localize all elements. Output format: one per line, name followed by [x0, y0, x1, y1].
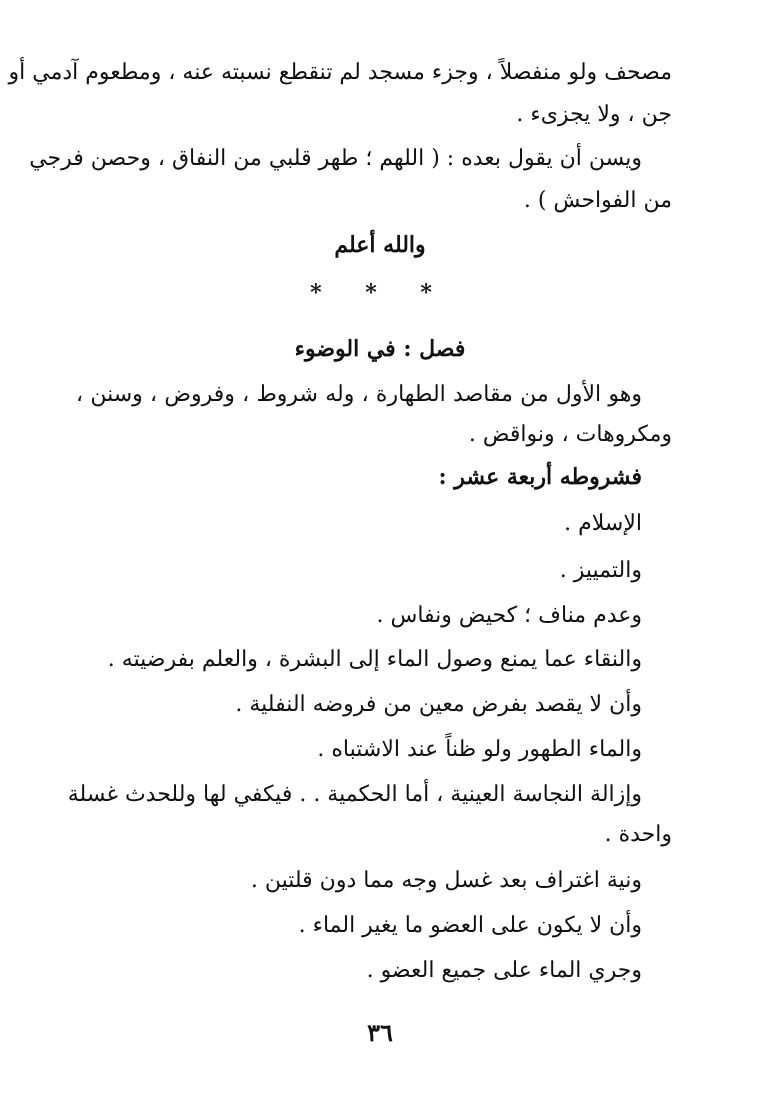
- condition-item: وأن لا يكون على العضو ما يغير الماء .: [298, 913, 642, 938]
- text-line: جن ، ولا يجزىء .: [516, 102, 672, 127]
- condition-item: الإسلام .: [564, 511, 642, 536]
- text-line: من الفواحش ) .: [523, 188, 672, 213]
- conditions-heading: فشروطه أربعة عشر :: [438, 464, 642, 490]
- text-line: وهو الأول من مقاصد الطهارة ، وله شروط ، وفروض ، وسنن ،: [76, 382, 642, 407]
- condition-item: ونية اغتراف بعد غسل وجه مما دون قلتين .: [250, 868, 642, 893]
- condition-item: والتمييز .: [559, 558, 642, 583]
- text-line: مصحف ولو منفصلاً ، وجزء مسجد لم تنقطع نسبته عنه ، ومطعوم آدمي أو: [8, 60, 672, 85]
- condition-item: وأن لا يقصد بفرض معين من فروضه النفلية .: [235, 692, 642, 717]
- text-line: ومكروهات ، ونواقض .: [468, 422, 672, 447]
- page-number: ٣٦: [367, 1018, 393, 1047]
- text-line: واحدة .: [604, 822, 672, 847]
- condition-item: وجري الماء على جميع العضو .: [366, 958, 642, 983]
- section-separator: * * *: [310, 280, 450, 306]
- condition-item: وعدم مناف ؛ كحيض ونفاس .: [376, 603, 642, 628]
- section-title: فصل : في الوضوء: [294, 336, 466, 362]
- condition-item: والماء الطهور ولو ظناً عند الاشتباه .: [317, 737, 642, 762]
- text-line: ويسن أن يقول بعده : ( اللهم ؛ طهر قلبي من النفاق ، وحصن فرجي: [29, 146, 642, 171]
- closing-phrase: والله أعلم: [334, 232, 426, 258]
- text-line: وإزالة النجاسة العينية ، أما الحكمية . . فيكفي لها وللحدث غسلة: [67, 782, 642, 807]
- condition-item: والنقاء عما يمنع وصول الماء إلى البشرة ، والعلم بفرضيته .: [107, 647, 642, 672]
